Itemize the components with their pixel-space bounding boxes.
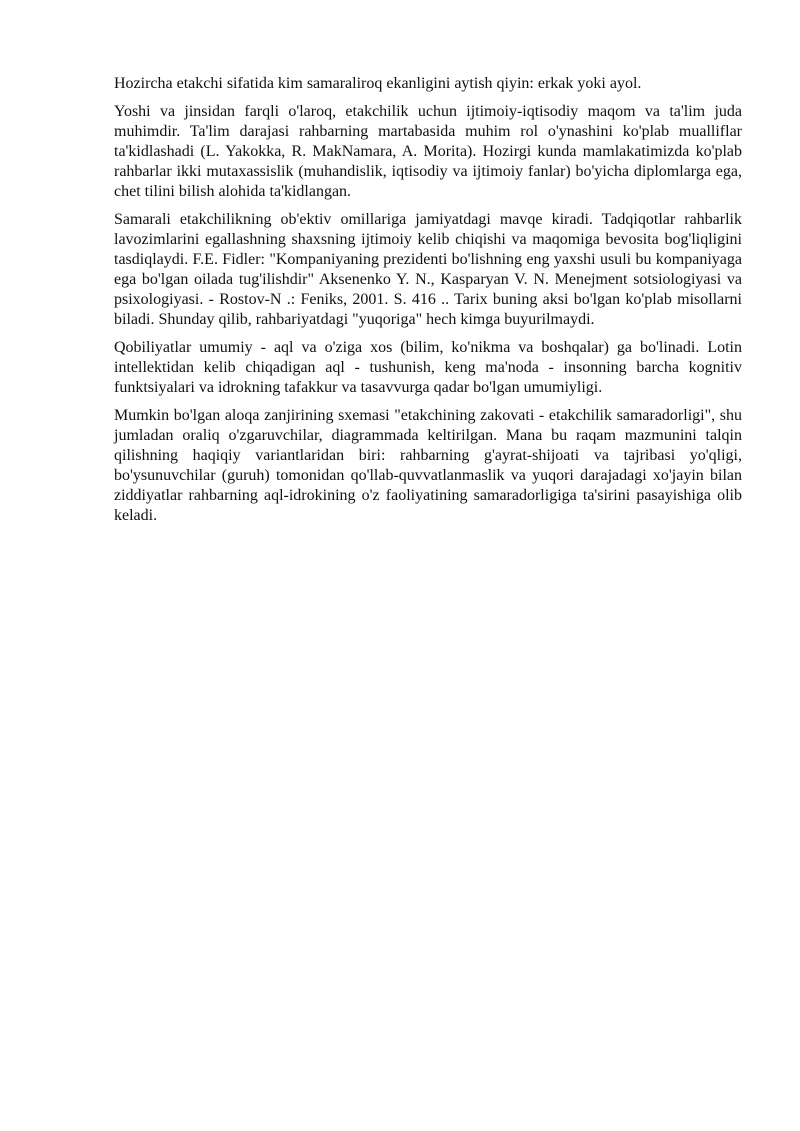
paragraph-3: Samarali etakchilikning ob'ektiv omillariga jamiyatdagi mavqe kiradi. Tadqiqotlar rahbarlik lavozimlarini egallashning shaxsning ijtimoiy kelib chiqishi va maqomiga bevosita bog'liqligini tasdiqlaydi. F.E. Fidler: "Kompaniyaning prezidenti bo'lishning eng yaxshi usuli bu kompaniyaga ega bo'lgan oilada tug'ilishdir" Aksenenko Y. N., Kasparyan V. N. Menejment sotsiologiyasi va psixologiyasi. - Rostov-N .: Feniks, 2001. S. 416 .. Tarix buning aksi bo'lgan ko'plab misollarni biladi. Shunday qilib, rahbariyatdagi "yuqoriga" hech kimga buyurilmaydi. xyxy=(114,211,742,328)
paragraph-5: Mumkin bo'lgan aloqa zanjirining sxemasi "etakchining zakovati - etakchilik samaradorligi", shu jumladan oraliq o'zgaruvchilar, diagrammada keltirilgan. Mana bu raqam mazmunini talqin qilishning haqiqiy variantlaridan biri: rahbarning g'ayrat-shijoati va tajribasi yo'qligi, bo'ysunuvchilar (guruh) tomonidan qo'llab-quvvatlanmaslik va yuqori darajadagi xo'jayin bilan ziddiyatlar rahbarning aql-idrokining o'z faoliyatining samaradorligiga ta'sirini pasayishiga olib keladi. xyxy=(114,407,742,524)
document-body xyxy=(114,74,742,534)
paragraph-1: Hozircha etakchi sifatida kim samaraliroq ekanligini aytish qiyin: erkak yoki ayol. xyxy=(114,75,642,92)
paragraph-2: Yoshi va jinsidan farqli o'laroq, etakchilik uchun ijtimoiy-iqtisodiy maqom va ta'lim juda muhimdir. Ta'lim darajasi rahbarning martabasida muhim rol o'ynashini ko'plab mualliflar ta'kidlashadi (L. Yakokka, R. MakNamara, A. Morita). Hozirgi kunda mamlakatimizda ko'plab rahbarlar ikki mutaxassislik (muhandislik, iqtisodiy va ijtimoiy fanlar) bo'yicha diplomlarga ega, chet tilini bilish alohida ta'kidlangan. xyxy=(114,103,742,200)
paragraph-4: Qobiliyatlar umumiy - aql va o'ziga xos (bilim, ko'nikma va boshqalar) ga bo'linadi. Lotin intellektidan kelib chiqadigan aql - tushunish, keng ma'noda - insonning barcha kognitiv funktsiyalari va idrokning tafakkur va tasavvurga qadar bo'lgan umumiyligi. xyxy=(114,339,742,396)
